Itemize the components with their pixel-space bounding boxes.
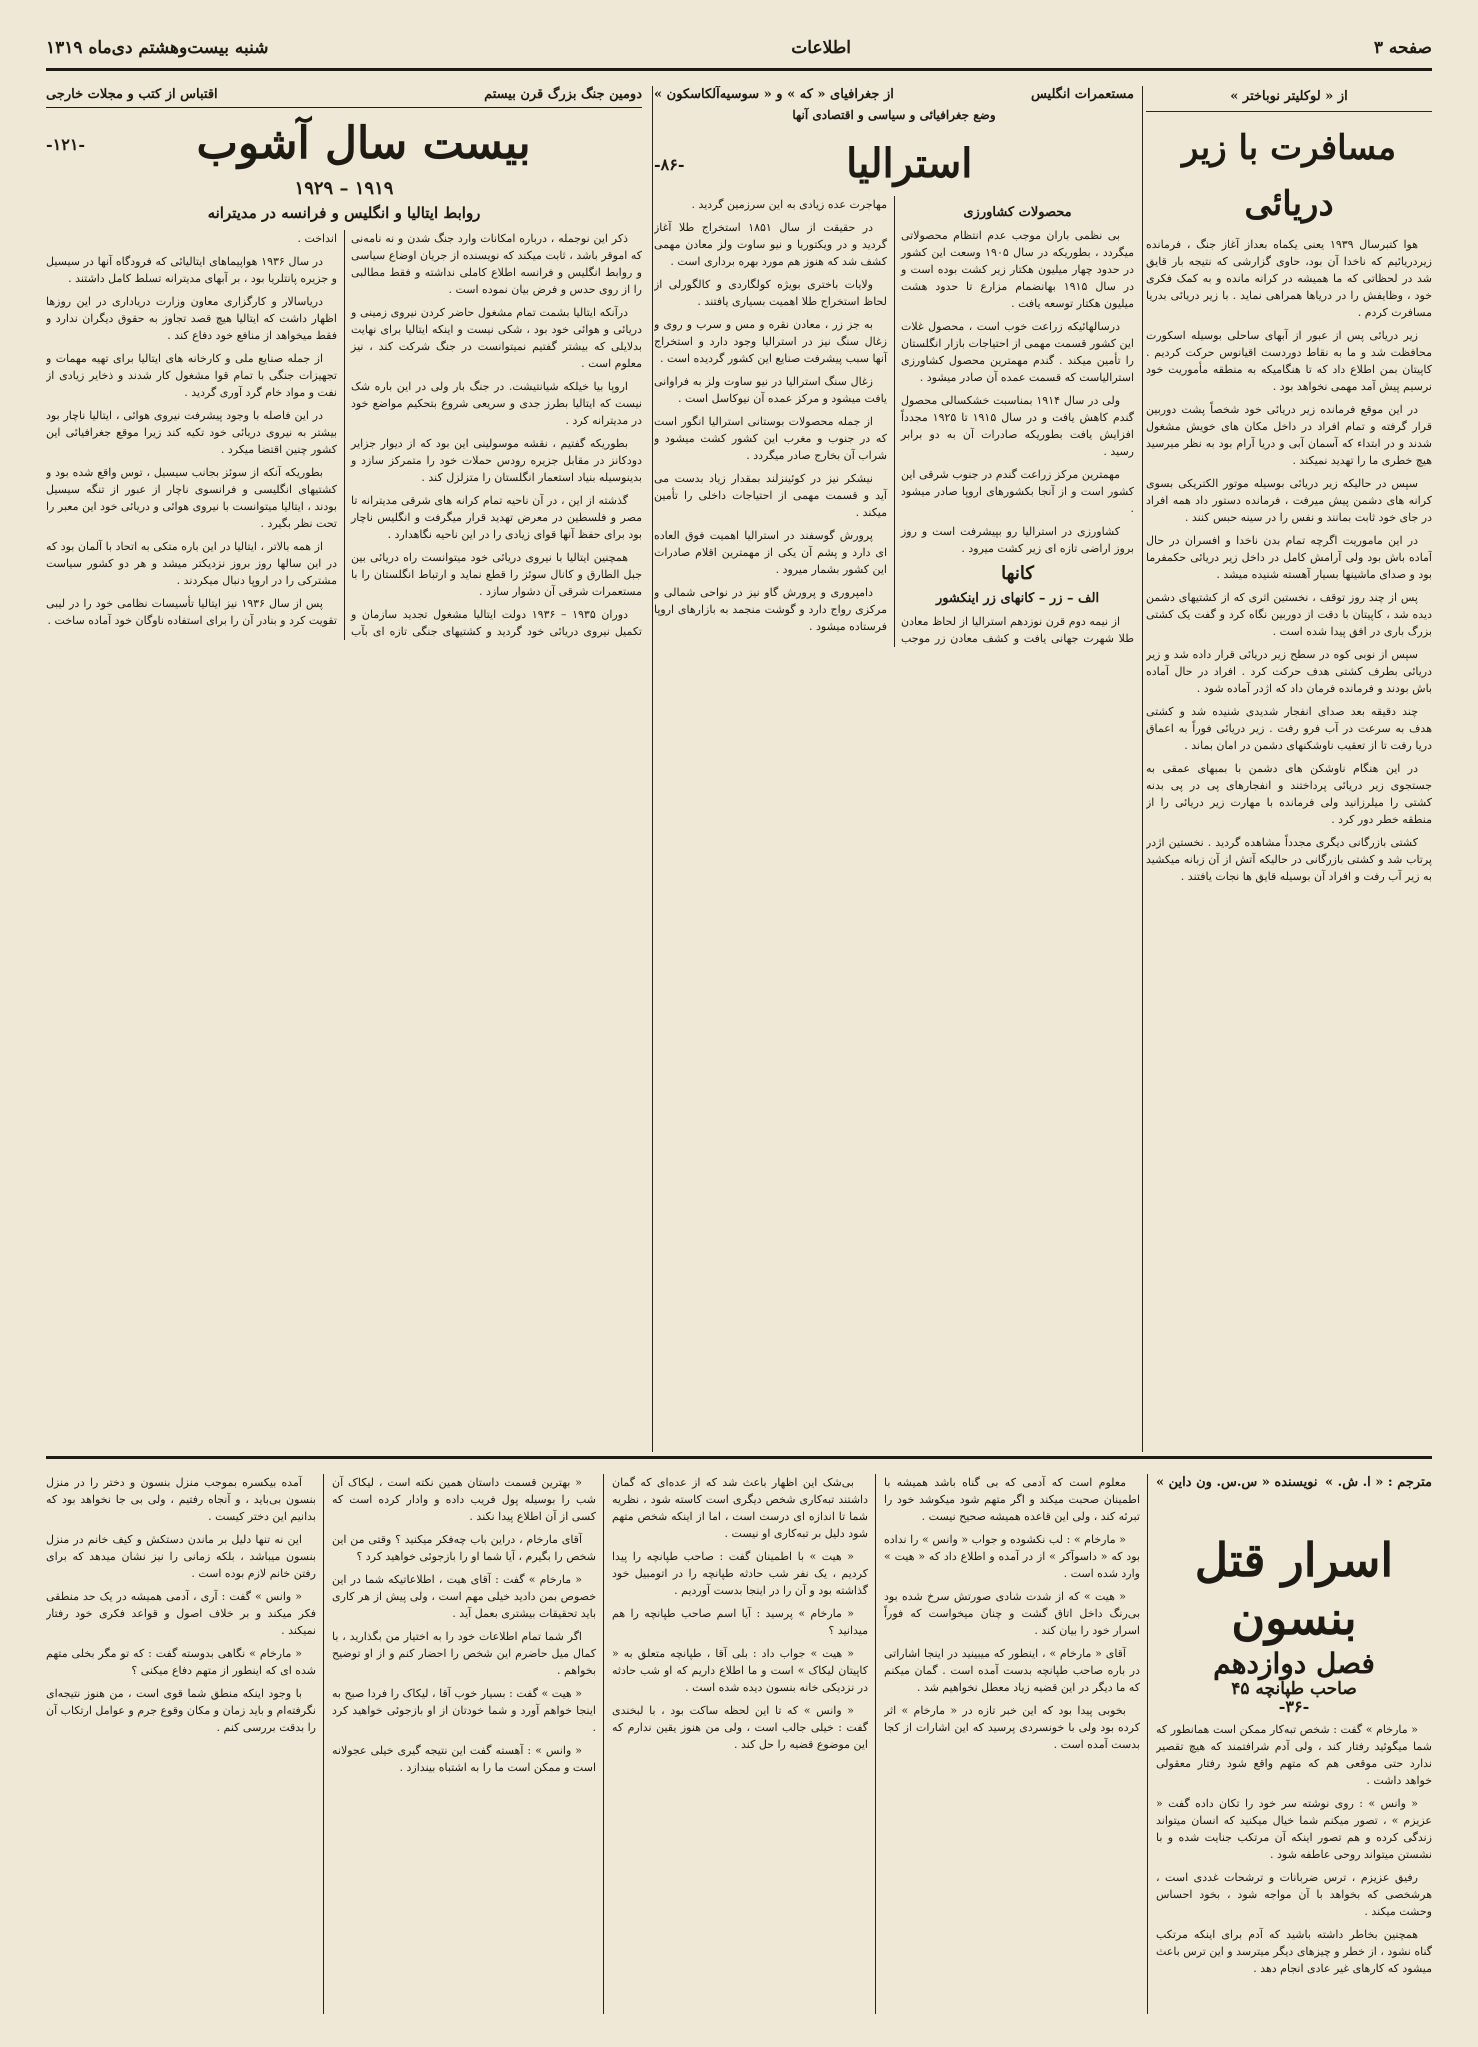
paragraph: دریاسالار و کارگزاری معاون وزارت دریاداری در این روزها اظهار داشت که ایتالیا هیچ قصد تجاوز به حقوق دیگران ندارد و فقط میخواهد از منافع خود دفاع کند . [46, 295, 337, 342]
paragraph: از جمله محصولات بوستانی استرالیا انگور است که در جنوب و مغرب این کشور کشت میشود و شراب آن بخارج صادر میگردد . [654, 415, 887, 462]
paragraph: از نیمه دوم قرن نوزدهم استرالیا از لحاظ معادن طلا شهرت جهانی یافت و کشف معادن زر موجب مهاجرت عده زیادی به این سرزمین گردید . [691, 198, 1134, 645]
australia-number: -۸۶- [654, 154, 685, 174]
paragraph: در حقیقت از سال ۱۸۵۱ استخراج طلا آغاز گردید و در ویکتوریا و نیو ساوت ولز معادن مهمی کشف شد که هنوز هم مورد بهره برداری است . [654, 221, 887, 268]
twenty-years-number: -۱۲۱- [46, 134, 86, 154]
paragraph: سپس از نوبی کوه در سطح زیر دریائی قرار داده شد و زیر دریائی بطرف کشتی هدف حرکت کرد . افراد در حال آماده باش بودند و فرمانده فرمان داد که اژدر آماده شود . [1146, 648, 1432, 695]
twenty-years-years: ۱۹۱۹ – ۱۹۲۹ [294, 178, 394, 199]
submarine-title: مسافرت با زیر دریائی [1181, 128, 1397, 224]
serial-story [46, 1462, 1432, 2022]
paragraph: کشتی بازرگانی دیگری مجدداً مشاهده گردید . نخستین اژدر پرتاب شد و کشتی بازرگانی در حالیکه آتش از آن زبانه میکشید به زیر آب رفت و افراد آن بوسیله قایق ها نجات یافتند . [1146, 836, 1432, 883]
paragraph: آقای مارخام ، دراین باب چه‌فکر میکنید ؟ وقتی من این شخص را بگیرم ، آیا شما او را بازجوئی خواهید کرد ؟ [332, 1533, 596, 1563]
paragraph: بطوریکه گفتیم ، نقشه موسولینی این بود که از دیوار جزایر دودکانز در مقابل جزیره رودس حملات خود را متمرکز سازد و بدینوسیله بنیاد استعمار انگلستان را متزلزل کند . [351, 437, 642, 484]
paragraph: در این موقع فرمانده زیر دریائی خود شخصاً پشت دوربین قرار گرفته و تمام افراد در داخل مکان های خویش مشغول شدند و در ابتداء که آسمان آبی و دریا آرام بود به نظر میرسید هیچ خطری ما را تهدید نمیکند . [1146, 403, 1432, 467]
paragraph: نیشکر نیز در کوئینزلند بمقدار زیاد بدست می آید و قسمت مهمی از احتیاجات داخلی را تأمین میکند . [654, 472, 887, 519]
paragraph: « وانس » گفت : آری ، آدمی همیشه در یک حد منطقی فکر میکند و بر خلاف اصول و قواعد فکری خود رفتار نمیکند . [46, 1590, 316, 1637]
paragraph: بخوبی پیدا بود که این خبر تازه در « مارخام » اثر کرده بود ولی با خونسردی پرسید که این اشارات از کجا بدست آمده است . [884, 1704, 1140, 1751]
story-column-3 [612, 1474, 868, 2014]
paragraph: این نه تنها دلیل بر ماندن دستکش و کیف خانم در منزل بنسون میباشد ، بلکه زمانی را نیز نشان میدهد که برای رفتن خانم لازم بوده است . [46, 1533, 316, 1580]
twenty-years-title-row [46, 112, 642, 176]
masthead-paper-name: اطلاعات [791, 38, 852, 58]
paragraph: « مارخام » نگاهی بدوسته گفت : که تو مگر بخلی متهم شده ای که اینطور از متهم دفاع میکنی ؟ [46, 1647, 316, 1677]
twenty-years-title: بیست سال آشوب [196, 118, 531, 169]
column-divider [875, 1474, 876, 2014]
story-column-4 [332, 1474, 596, 2014]
paragraph: کشاورزی در استرالیا رو بپیشرفت است و روز بروز اراضی تازه ای زیر کشت میرود . [901, 525, 1134, 555]
paragraph: « مارخام » گفت : شخص تبه‌کار ممکن است همانطور که شما میگوئید رفتار کند ، ولی آدم شرافتمند که هیچ تقصیر ندارد حتی موقعی هم که متهم واقع شود رفتار معقولی خواهد داشت . [1156, 1723, 1432, 1787]
story-chapter: فصل دوازدهم [1213, 1647, 1375, 1680]
paragraph: « هیت » گفت : بسیار خوب آقا ، لیکاک را فردا صبح به اینجا خواهم آورد و شما خودتان از او بازجوئی خواهید کرد . [332, 1687, 596, 1734]
paragraph: بی‌شک این اظهار باعث شد که از عده‌ای که گمان داشتند تبه‌کاری شخص دیگری است کاسته شود ، نظریه شما تا اندازه ای درست است ، اما از اینکه شخص متهم شود دلیل بر تبه‌کاری او نیست . [612, 1476, 868, 1540]
masthead-date: شنبه بیست‌وهشتم دی‌ماه ۱۳۱۹ [46, 38, 269, 58]
australia-article [654, 86, 1134, 1452]
submarine-article [1146, 86, 1432, 1452]
paragraph: آقای « مارخام » ، اینطور که میبینید در اینجا اشاراتی در باره صاحب طپانچه بدست آمده است . گمان میکنم که ما دیگر در این قضیه زیاد معطل نخواهیم شد . [884, 1647, 1140, 1694]
australia-section-agriculture: محصولات کشاورزی [963, 205, 1072, 220]
story-title: اسرار قتل بنسون [1194, 1533, 1394, 1645]
paragraph: ولایات باختری بویژه کولگاردی و کالگورلی از لحاظ استخراج طلا اهمیت بسیاری یافتند . [654, 278, 887, 308]
paragraph: همچنین بخاطر داشته باشید که آدم برای اینکه مرتکب گناه نشود ، از خطر و چیزهای دیگر میترسد و این ترس باعث میشود که کارهای غیر عادی انجام دهد . [1156, 1928, 1432, 1975]
column-divider [1142, 86, 1143, 1452]
paragraph: « هیت » که از شدت شادی صورتش سرخ شده بود بی‌رنگ داخل اتاق گشت و چنان میخواست که فوراً اسرار خود را بیان کند . [884, 1590, 1140, 1637]
paragraph: چند دقیقه بعد صدای انفجار شدیدی شنیده شد و کشتی هدف به سرعت در آب فرو رفت . زیر دریائی فوراً به اعماق دریا رفت تا از تعقیب ناوشکنهای دشمن در امان بماند . [1146, 705, 1432, 752]
paragraph: هوا کتبرسال ۱۹۳۹ یعنی یکماه بعداز آغاز جنگ ، فرمانده زیردریائیم که ناخدا آن بود، حاوی گزارشی که نتیجه بار قایق شد در لحظاتی که ما همیشه در کرانه مانده و به کمک فکری خود ، وظایفش را در دریاها همراهی نماید . با زیر دریائی بدریا مسافرت کردم . [1146, 238, 1432, 319]
masthead-page-label: صفحه ۳ [1373, 38, 1432, 58]
paragraph: همچنین ایتالیا با نیروی دریائی خود میتوانست راه دریائی بین جبل الطارق و کانال سوئز را قطع نماید و ارتباط انگلستان را با مستعمرات شرقی آن دشوار سازد . [351, 551, 642, 598]
paragraph: پرورش گوسفند در استرالیا اهمیت فوق العاده ای دارد و پشم آن یکی از مهمترین اقلام صادرات این کشور بشمار میرود . [654, 529, 887, 576]
paragraph: « وانس » که تا این لحظه ساکت بود ، با لبخندی گفت : خیلی جالب است ، ولی من هنوز یقین ندارم که این موضوع قضیه را حل کند . [612, 1704, 868, 1751]
paragraph: زیر دریائی پس از عبور از آبهای ساحلی بوسیله اسکورت محافظت شد و ما به نقاط دوردست اقیانوس حرکت کردیم . کاپیتان بمن اطلاع داد که تا هنگامیکه به منطقه مأموریت خود نرسیم پیش آمد مهمی نخواهد بود . [1146, 329, 1432, 393]
paragraph: « بهترین قسمت داستان همین نکته است ، لیکاک آن شب را بوسیله پول فریب داده و وادار کرده است که کسی از آن اطلاع پیدا نکند . [332, 1476, 596, 1523]
paragraph: پس از سال ۱۹۳۶ نیز ایتالیا تأسیسات نظامی خود را در لیبی تقویت کرد و بنادر آن را برای استفاده ناوگان خود آماده ساخت . [46, 597, 337, 627]
paragraph: در این فاصله با وجود پیشرفت نیروی هوائی ، ایتالیا ناچار بود بیشتر به نیروی دریائی خود تکیه کند زیرا موقع جغرافیائی این کشور چنین اقتضا میکرد . [46, 409, 337, 456]
paragraph: سپس در حالیکه زیر دریائی بوسیله موتور الکتریکی بسوی کرانه های دشمن پیش میرفت ، فرمانده دستور داد همه افراد در جای خود ثابت بمانند و نفس را در سینه حبس کنند . [1146, 477, 1432, 524]
paragraph: از همه بالاتر ، ایتالیا در این باره متکی به اتحاد با آلمان بود که در این سالها روز بروز نزدیکتر میشد و هر دو کشور سیاست مشترکی را در اروپا دنبال میکردند . [46, 540, 337, 587]
submarine-body [1146, 236, 1432, 885]
paragraph: درآنکه ایتالیا بشمت تمام مشغول حاضر کردن نیروی زمینی و دریائی و هوائی خود بود ، شکی نیست و اینکه ایتالیا برای نهایت بدلایلی که بیشتر گفتیم نمیتوانست در جنگ شرکت کند ، نیز معلوم است . [351, 306, 642, 370]
australia-kicker-left: از جغرافیای « که » و « سوسیه‌آلکاسکون » [654, 87, 894, 102]
story-column-5 [46, 1474, 316, 2014]
submarine-kicker: از « لوکلیتر نوباختر » [1146, 86, 1432, 112]
paragraph: « مارخام » گفت : آقای هیت ، اطلاعاتیکه شما در این خصوص بمن دادید خیلی مهم است ، ولی پیش از هر کاری باید تحقیقات بیشتری بعمل آید . [332, 1573, 596, 1620]
story-column-2 [884, 1474, 1140, 2014]
story-author: نویسنده « س.س. ون داین » [1156, 1475, 1318, 1490]
paragraph: دامپروری و پرورش گاو نیز در نواحی شمالی و مرکزی رواج دارد و گوشت منجمد به بازارهای اروپا فرستاده میشود . [654, 586, 887, 633]
twenty-years-subtitle: روابط ایتالیا و انگلیس و فرانسه در مدیترانه [207, 204, 481, 222]
twenty-years-article [46, 86, 642, 1452]
paragraph: مهمترین مرکز زراعت گندم در جنوب شرقی این کشور است و از آنجا بکشورهای اروپا صادر میشود . [901, 468, 1134, 515]
paragraph: در این هنگام ناوشکن های دشمن با بمبهای عمقی به جستجوی زیر دریائی پرداختند و انفجارهای پی در پی بدنه کشتی را میلرزانید ولی فرمانده با مهارت زیر دریائی را از منطقه خطر دور کرد . [1146, 762, 1432, 826]
paragraph: از جمله صنایع ملی و کارخانه های ایتالیا برای تهیه مهمات و تجهیزات جنگی با تمام قوا مشغول کار شدند و ذخایر زیادی از نفت و مواد خام گرد آوری گردید . [46, 352, 337, 399]
twenty-years-body [46, 230, 642, 640]
paragraph: « مارخام » : لب نکشوده و جواب « وانس » را نداده بود که « داسوآکر » از در آمده و اطلاع داد که « هیت » وارد شده است . [884, 1533, 1140, 1580]
story-translator: مترجم : « ا. ش. » [1325, 1475, 1432, 1490]
paragraph: « وانس » : روی نوشته سر خود را تکان داده گفت « عزیزم » ، تصور میکنم شما خیال میکنید که انسان میتواند زندگی کرده و هم تصور اینکه آن مرتکب جنایت شده و با نشستن میتواند روحی عاطفه شود . [1156, 1797, 1432, 1861]
paragraph: بطوریکه آنکه از سوئز بجانب سیسیل ، توس واقع شده بود و کشتیهای انگلیسی و فرانسوی ناچار از عبور از تنگه سیسیل بودند ، ایتالیا میتوانست با نیروی هوائی و دریائی خود این معبر را تحت نظر بگیرد . [46, 466, 337, 530]
australia-subkicker: وضع جغرافیائی و سیاسی و اقتصادی آنها [792, 108, 996, 122]
bottom-section-rule [46, 1456, 1432, 1459]
paragraph: آمده بیکسره بموجب منزل بنسون و دختر را در منزل بنسون بی‌باید ، و آنجاه رفتیم ، ولی بی جا نخواهد بود که بدانیم این دختر کیست . [46, 1476, 316, 1523]
paragraph: ذکر این نوجمله ، درباره امکانات وارد جنگ شدن و نه نامه‌نی که اموقر باشد ، ثابت میکند که نویسنده از جریان اوضاع سیاسی و روابط انگلیس و فرانسه اطلاع کاملی نداشته و فقط مطالبی را از روی حدس و فرض بیان نموده است . [351, 232, 642, 296]
australia-kickers [654, 86, 1134, 103]
paragraph: با وجود اینکه منطق شما قوی است ، من هنوز نتیجه‌ای نگرفته‌ام و باید زمان و مکان وقوع جرم و عوامل ارتکاب آن را بدقت بررسی کنم . [46, 1687, 316, 1734]
story-column-1 [1156, 1721, 1432, 1977]
paragraph: « هیت » جواب داد : بلی آقا ، طپانچه متعلق به « کاپیتان لیکاک » است و ما اطلاع داریم که او شب حادثه در نزدیکی خانه بنسون دیده شده است . [612, 1647, 868, 1694]
australia-title-row [654, 132, 1134, 196]
story-subtitle: صاحب طپانچه ۴۵ [1231, 1679, 1357, 1699]
story-number: -۳۶- [1278, 1697, 1310, 1716]
paragraph: درسالهائیکه زراعت خوب است ، محصول غلات این کشور قسمت مهمی از احتیاجات بازار انگلستان را تأمین میکند . گندم مهمترین محصول کشاورزی استرالیاست که قسمت عمده آن صادر میشود . [901, 320, 1134, 384]
twenty-years-kickers [46, 86, 642, 103]
paragraph: اگر شما تمام اطلاعات خود را به اختیار من بگذارید ، با کمال میل حاضرم این شخص را احضار کنم و از او توضیح بخواهم . [332, 1630, 596, 1677]
australia-section-mines: کانها [1001, 563, 1034, 584]
paragraph: پس از چند روز توقف ، نخستین اثری که از کشتیهای دشمن دیده شد ، کاپیتان با دقت از دوربین نگاه کرد و گفت یک کشتی بزرگ باری در افق پیدا شده است . [1146, 591, 1432, 638]
australia-title: استرالیا [846, 140, 973, 187]
twenty-years-kicker-left: اقتباس از کتب و مجلات خارجی [46, 87, 218, 102]
masthead [46, 30, 1432, 66]
masthead-rule [46, 68, 1432, 71]
paragraph: « هیت » با اطمینان گفت : صاحب طپانچه را پیدا کردیم ، یک نفر شب حادثه طپانچه را در اتومبیل خود گذاشته بود و آن را در اینجا بدست آوردیم . [612, 1550, 868, 1597]
story-heading-column [1156, 1474, 1432, 2014]
paragraph: زغال سنگ استرالیا در نیو ساوت ولز به فراوانی یافت میشود و مرکز عمده آن نیوکاسل است . [654, 375, 887, 405]
paragraph: بی نظمی باران موجب عدم انتظام محصولاتی میگردد ، بطوریکه در سال ۱۹۰۵ وسعت این کشور در حدود چهار میلیون هکتار زیر کشت بوده است و در سال ۱۹۱۵ بهانضمام مزارع تا حدود هشت میلیون هکتار توسعه یافت . [901, 229, 1134, 310]
paragraph: در سال ۱۹۳۶ هواپیماهای ایتالیائی که فرودگاه آنها در سیسیل و جزیره پانتلریا بود ، بر آبهای مدیترانه تسلط کامل داشتند . [46, 255, 337, 285]
paragraph: رفیق عزیزم ، ترس ضربانات و ترشحات غددی است ، هرشخصی که بخواهد با آن مواجه شود ، بخود احساس وحشت میکند . [1156, 1871, 1432, 1918]
paragraph: ولی در سال ۱۹۱۴ بمناسبت خشکسالی محصول گندم کاهش یافت و در سال ۱۹۱۵ تا ۱۹۲۵ مجدداً افزایش یافت بطوریکه صادرات آن به دو برابر رسید . [901, 394, 1134, 458]
paragraph: گذشته از این ، در آن ناحیه تمام کرانه های شرقی مدیترانه تا مصر و فلسطین در معرض تهدید قرار میگرفت و انگلیس ناچار بود برای حفظ آنها قوای زیادی را در این ناحیه نگاهدارد . [351, 494, 642, 541]
paragraph: معلوم است که آدمی که بی گناه باشد همیشه با اطمینان صحبت میکند و اگر متهم شود میکوشد خود را تبرئه کند ، ولی این قاعده همیشه صحیح نیست . [884, 1476, 1140, 1523]
column-divider [603, 1474, 604, 2014]
kicker-rule [46, 107, 642, 108]
paragraph: « وانس » : آهسته گفت این نتیجه گیری خیلی عجولانه است و ممکن است ما را به اشتباه بیندازد . [332, 1744, 596, 1774]
story-credits [1156, 1474, 1432, 1491]
paragraph: به جز زر ، معادن نقره و مس و سرب و روی و زغال سنگ نیز در استرالیا وجود دارد و استخراج آنها سبب پیشرفت صنایع این کشور گردیده است . [654, 318, 887, 365]
twenty-years-kicker-right: دومین جنگ بزرگ قرن بیستم [484, 87, 642, 102]
column-divider [652, 86, 653, 1452]
australia-section-gold: الف – زر – کانهای زر اینکشور [935, 591, 1100, 606]
column-divider [323, 1474, 324, 2014]
paragraph: اروپا بیا خیلکه شیانتیشت. در جنگ بار ولی در این باره شک نیست که ایتالیا بطرز جدی و سریعی شروع بتحکیم مواضع خود در مدیترانه کرد . [351, 380, 642, 427]
paragraph: دوران ۱۹۳۵ – ۱۹۳۶ دولت ایتالیا مشغول تجدید سازمان و تکمیل نیروی دریائی خود گردید و کشتیهای جنگی تازه ای بآب انداخت . [297, 232, 642, 638]
australia-kicker-right: مستعمرات انگلیس [1030, 87, 1134, 102]
paragraph: « مارخام » پرسید : آیا اسم صاحب طپانچه را هم میدانید ؟ [612, 1607, 868, 1637]
column-divider [1147, 1474, 1148, 2014]
australia-body [654, 196, 1134, 647]
australia-paragraphs-a [901, 227, 1134, 557]
paragraph: در این ماموریت اگرچه تمام بدن ناخدا و افسران در حال آماده باش بود ولی آرامش کامل در داخل زیر دریائی حکمفرما بود و صدای ماشینها بسیار آهسته شنیده میشد . [1146, 534, 1432, 581]
